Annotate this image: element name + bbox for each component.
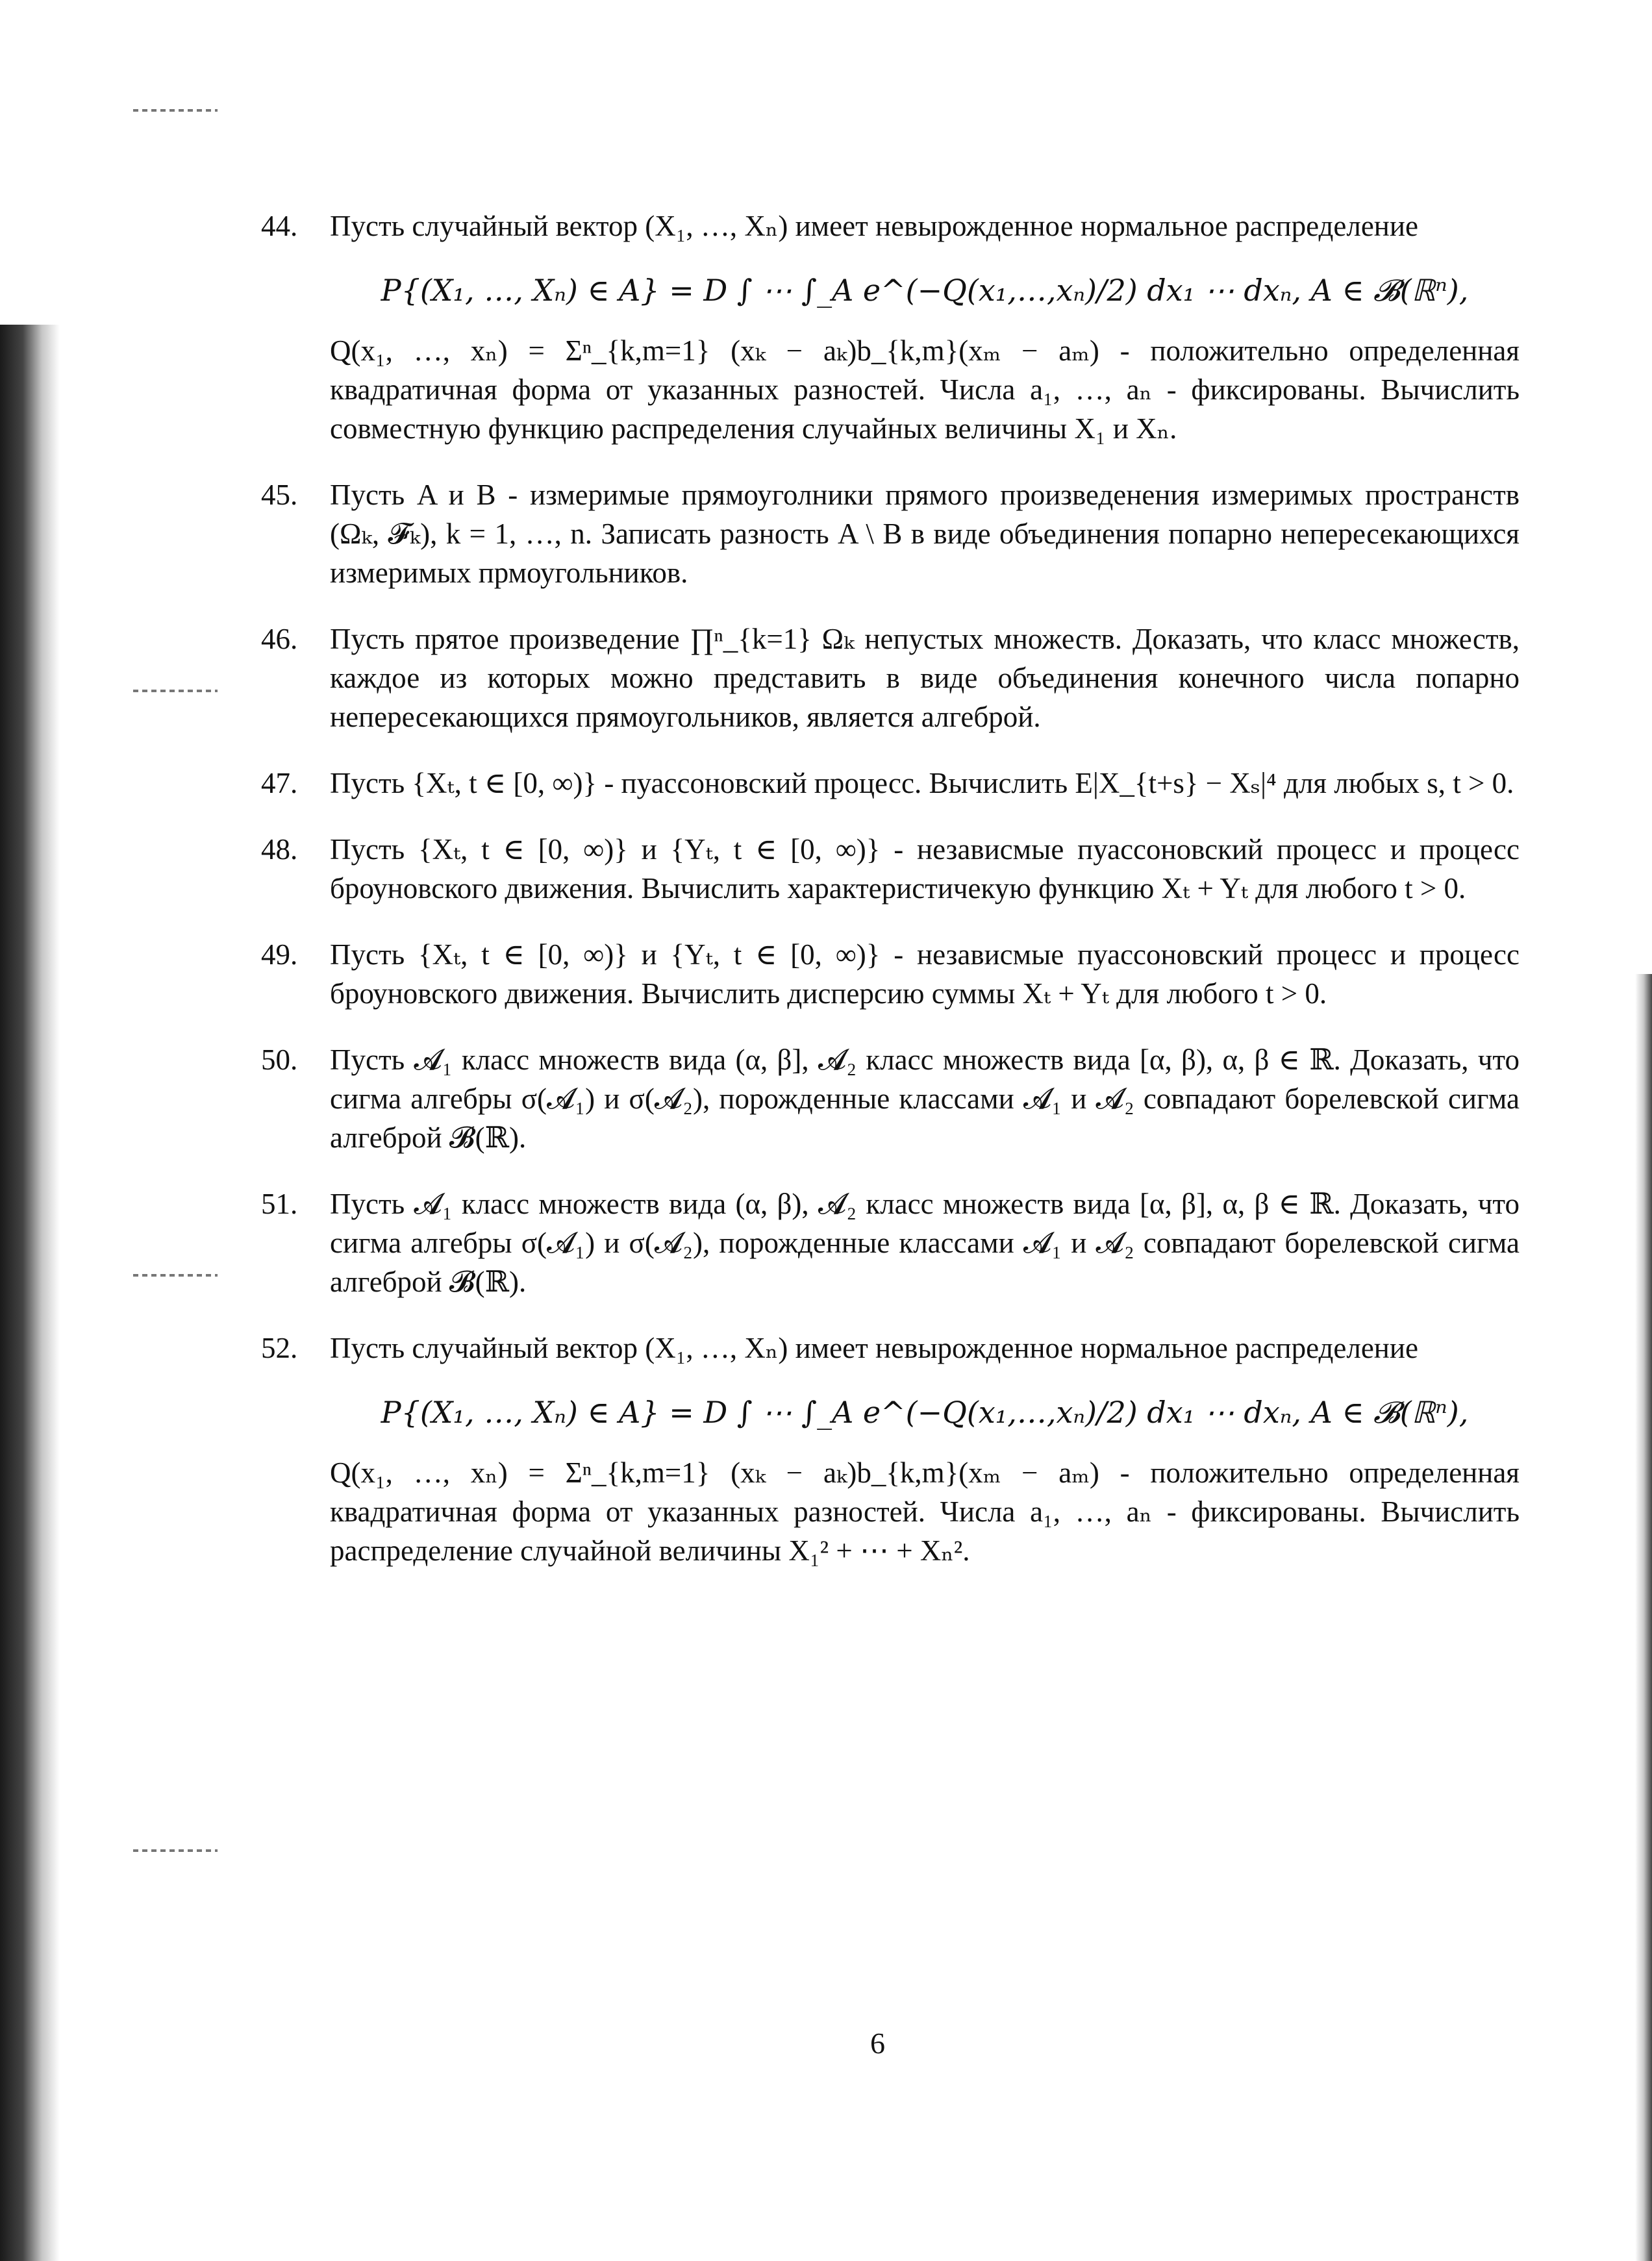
problem-text: Пусть прятое произведение ∏ⁿ_{k=1} Ωₖ непустых множеств. Доказать, что класс множеств, каждое из которых можно представить в виде объединения конечного числа попарно непересекающихся прямоугольников, является алгеброй. (330, 623, 1520, 733)
problem-number: 48. (261, 833, 298, 866)
margin-mark (133, 1274, 218, 1277)
problem-49 (261, 935, 1520, 1013)
problem-text: Пусть случайный вектор (X₁, …, Xₙ) имеет невырожденное нормальное распределение (330, 210, 1418, 242)
problem-number: 44. (261, 210, 298, 242)
problem-46 (261, 619, 1520, 736)
problem-number: 49. (261, 938, 298, 971)
scan-shadow-left (0, 325, 60, 2261)
problem-text-continued: Q(x₁, …, xₙ) = Σⁿ_{k,m=1} (xₖ − aₖ)b_{k,m}(xₘ − aₘ) - положительно определенная квадратичная форма от указанных разностей. Числа a₁, …, aₙ - фиксированы. Вычислить распределение случайной величины X₁² + ⋯ + Xₙ². (330, 1456, 1520, 1567)
display-formula: P{(X₁, …, Xₙ) ∈ A} = D ∫ ⋯ ∫_A e^(−Q(x₁,…,xₙ)/2) dx₁ ⋯ dxₙ, A ∈ 𝓑(ℝⁿ), (381, 1395, 1469, 1430)
problem-number: 45. (261, 479, 298, 511)
problem-45 (261, 475, 1520, 592)
margin-mark (133, 1849, 218, 1852)
problem-text: Пусть {Xₜ, t ∈ [0, ∞)} - пуассоновский процесс. Вычислить E|X_{t+s} − Xₛ|⁴ для любых s, t > 0. (330, 767, 1514, 799)
problem-number: 50. (261, 1043, 298, 1076)
margin-mark (133, 109, 218, 112)
problem-47 (261, 764, 1520, 803)
problem-text: Пусть {Xₜ, t ∈ [0, ∞)} и {Yₜ, t ∈ [0, ∞)} - независмые пуассоновский процесс и процесс броуновского движения. Вычислить дисперсию суммы Xₜ + Yₜ для любого t > 0. (330, 938, 1520, 1010)
problem-list (261, 206, 1520, 1597)
problem-52 (261, 1329, 1520, 1570)
problem-number: 47. (261, 767, 298, 799)
margin-mark (133, 690, 218, 692)
problem-number: 46. (261, 623, 298, 655)
problem-number: 51. (261, 1188, 298, 1220)
problem-text: Пусть 𝓐₁ класс множеств вида (α, β), 𝓐₂ класс множеств вида [α, β], α, β ∈ ℝ. Доказать, что сигма алгебры σ(𝓐₁) и σ(𝓐₂), порожденные классами 𝓐₁ и 𝓐₂ совпадают борелевской сигма алгеброй 𝓑(ℝ). (330, 1188, 1520, 1298)
display-formula: P{(X₁, …, Xₙ) ∈ A} = D ∫ ⋯ ∫_A e^(−Q(x₁,…,xₙ)/2) dx₁ ⋯ dxₙ, A ∈ 𝓑(ℝⁿ), (381, 273, 1469, 308)
problem-text: Пусть {Xₜ, t ∈ [0, ∞)} и {Yₜ, t ∈ [0, ∞)} - независмые пуассоновский процесс и процесс броуновского движения. Вычислить характеристичекую функцию Xₜ + Yₜ для любого t > 0. (330, 833, 1520, 905)
problem-text: Пусть случайный вектор (X₁, …, Xₙ) имеет невырожденное нормальное распределение (330, 1332, 1418, 1364)
problem-48 (261, 830, 1520, 908)
problem-text: Пусть 𝓐₁ класс множеств вида (α, β], 𝓐₂ класс множеств вида [α, β), α, β ∈ ℝ. Доказать, что сигма алгебры σ(𝓐₁) и σ(𝓐₂), порожденные классами 𝓐₁ и 𝓐₂ совпадают борелевской сигма алгеброй 𝓑(ℝ). (330, 1043, 1520, 1154)
problem-number: 52. (261, 1332, 298, 1364)
problem-44 (261, 206, 1520, 448)
problem-text: Пусть A и B - измеримые прямоуголники прямого произведенения измеримых пространств (Ωₖ, 𝓕ₖ), k = 1, …, n. Записать разность A \ B в виде объединения попарно непересекающихся измеримых прмоугольников. (330, 479, 1520, 589)
problem-text-continued: Q(x₁, …, xₙ) = Σⁿ_{k,m=1} (xₖ − aₖ)b_{k,m}(xₘ − aₘ) - положительно определенная квадратичная форма от указанных разностей. Числа a₁, …, aₙ - фиксированы. Вычислить совместную функцию распределения случайных величины X₁ и Xₙ. (330, 334, 1520, 445)
scan-shadow-right (1635, 974, 1652, 2261)
problem-50 (261, 1040, 1520, 1157)
page-number: 6 (870, 2027, 885, 2060)
problem-51 (261, 1184, 1520, 1301)
